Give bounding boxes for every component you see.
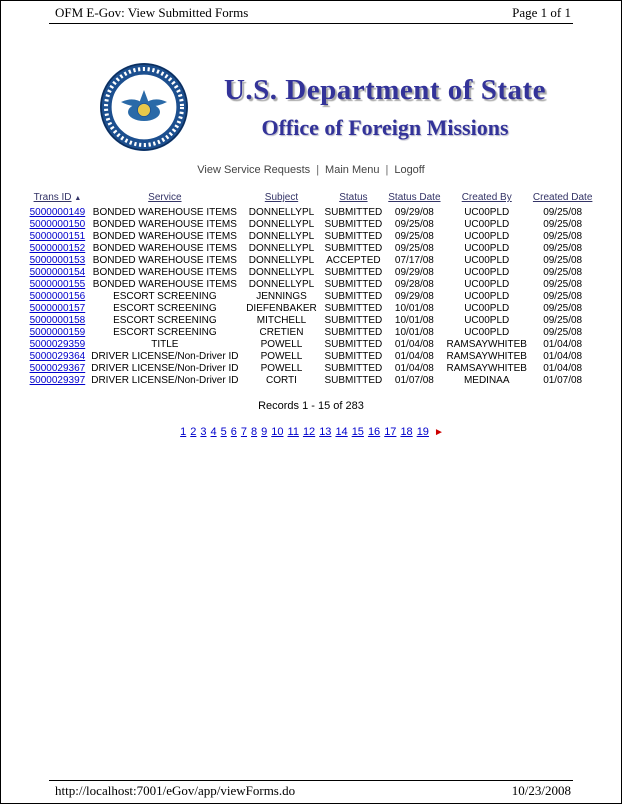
cell-status-date: 09/25/08 [394,230,434,242]
cell-trans-id [27,326,89,338]
cell-status-date: 07/17/08 [394,254,434,266]
cell-status-date: 09/29/08 [394,266,434,278]
cell-service: BONDED WAREHOUSE ITEMS [92,254,237,266]
cell-created-by: UC00PLD [464,242,510,254]
cell-status: SUBMITTED [324,362,383,374]
cell-created-by: UC00PLD [464,266,510,278]
cell-trans-id [27,314,89,326]
cell-service: ESCORT SCREENING [113,302,217,314]
column-header-service[interactable] [88,192,241,206]
column-header-created-date[interactable] [530,192,595,206]
cell-status-date: 10/01/08 [394,326,434,338]
trans-id-link[interactable]: 5000029364 [29,350,86,362]
cell-created-by: UC00PLD [464,302,510,314]
trans-id-link[interactable]: 5000000151 [29,230,86,242]
cell-created-by: UC00PLD [464,278,510,290]
trans-id-link[interactable]: 5000000153 [29,254,86,266]
pagination [1,426,621,438]
cell-trans-id [27,230,89,242]
cell-subject: DONNELLYPL [248,242,315,254]
table-row [27,218,596,230]
cell-status-date: 09/28/08 [394,278,434,290]
forms-table-body [27,206,596,386]
department-of-state-seal-icon [99,62,189,152]
cell-created-by: UC00PLD [464,206,510,218]
trans-id-link[interactable]: 5000029397 [29,374,86,386]
cell-status: ACCEPTED [326,254,381,266]
page-link-10[interactable]: 10 [271,426,284,438]
cell-status-date: 09/29/08 [394,290,434,302]
page-link-3[interactable]: 3 [200,426,207,438]
table-row [27,230,596,242]
cell-created-by: UC00PLD [464,218,510,230]
trans-id-link[interactable]: 5000000159 [29,326,86,338]
sort-link-subject[interactable]: Subject [264,192,299,203]
column-header-subject[interactable] [241,192,321,206]
cell-status: SUBMITTED [324,218,383,230]
cell-created-date: 09/25/08 [543,242,583,254]
print-footer-url: http://localhost:7001/eGov/app/viewForms.do [55,783,296,798]
page-link-6[interactable]: 6 [230,426,237,438]
print-footer-wrap [1,780,621,799]
cell-service: TITLE [151,338,179,350]
table-row [27,362,596,374]
cell-status: SUBMITTED [324,242,383,254]
cell-created-date: 09/25/08 [543,326,583,338]
page-link-1[interactable]: 1 [180,426,187,438]
cell-status: SUBMITTED [324,266,383,278]
print-footer-date: 10/23/2008 [511,783,571,798]
cell-status-date: 09/25/08 [394,218,434,230]
column-header-status[interactable] [321,192,385,206]
cell-subject: POWELL [260,362,303,374]
cell-subject: DONNELLYPL [248,206,315,218]
cell-service: BONDED WAREHOUSE ITEMS [92,266,237,278]
page-link-7[interactable]: 7 [240,426,248,438]
page-link-4[interactable]: 4 [210,426,217,438]
cell-status-date: 01/07/08 [394,374,434,386]
cell-created-by: UC00PLD [464,230,510,242]
table-row [27,266,596,278]
table-row [27,350,596,362]
cell-created-date: 09/25/08 [543,302,583,314]
cell-status: SUBMITTED [324,206,383,218]
table-row [27,326,596,338]
cell-subject: MITCHELL [256,314,307,326]
next-page-icon[interactable]: ► [433,427,444,438]
cell-subject: DONNELLYPL [248,218,315,230]
masthead [1,24,621,152]
cell-created-date: 09/25/08 [543,290,583,302]
cell-created-by: RAMSAYWHITEB [446,362,527,374]
cell-created-by: MEDINAA [463,374,510,386]
cell-trans-id [27,374,89,386]
cell-status: SUBMITTED [324,374,383,386]
cell-subject: CORTI [266,374,297,386]
table-row [27,278,596,290]
print-header-title: OFM E-Gov: View Submitted Forms [55,5,249,20]
trans-id-link[interactable]: 5000000150 [29,218,86,230]
cell-status-date: 09/29/08 [394,206,434,218]
cell-service: BONDED WAREHOUSE ITEMS [92,242,237,254]
forms-table-header-row [27,192,596,206]
cell-created-date: 01/04/08 [543,338,583,350]
print-footer [1,781,621,799]
print-header-page-number: Page 1 of 1 [512,5,571,20]
sort-link-created-by[interactable]: Created By [461,192,512,203]
cell-created-by: RAMSAYWHITEB [446,338,527,350]
cell-status: SUBMITTED [324,230,383,242]
cell-created-date: 09/25/08 [543,314,583,326]
table-row [27,290,596,302]
records-summary: Records 1 - 15 of 283 [258,400,364,412]
nav-view-service-requests[interactable]: View Service Requests [197,164,311,176]
cell-status: SUBMITTED [324,350,383,362]
cell-service: ESCORT SCREENING [113,290,217,302]
trans-id-link[interactable]: 5000000152 [29,242,86,254]
trans-id-link[interactable]: 5000000157 [29,302,86,314]
cell-status-date: 10/01/08 [394,302,434,314]
cell-service: DRIVER LICENSE/Non-Driver ID [91,362,239,374]
cell-subject: DONNELLYPL [248,230,315,242]
sort-link-status-date[interactable]: Status Date [388,192,441,203]
page-link-12[interactable]: 12 [302,426,316,438]
trans-id-link[interactable]: 5000029367 [29,362,86,374]
cell-subject: DONNELLYPL [248,254,315,266]
cell-subject: DONNELLYPL [248,266,315,278]
cell-subject: POWELL [260,350,303,362]
page-link-11[interactable]: 11 [287,426,299,438]
table-row [27,254,596,266]
table-row [27,314,596,326]
table-row [27,338,596,350]
cell-created-date: 09/25/08 [543,206,583,218]
masthead-titles [189,74,581,141]
page-title: U.S. Department of State [223,73,547,106]
cell-trans-id [27,362,89,374]
cell-status-date: 09/25/08 [394,242,434,254]
cell-created-by: UC00PLD [464,254,510,266]
nav-separator: | [316,164,320,176]
table-row [27,374,596,386]
trans-id-link[interactable]: 5000000156 [29,290,86,302]
trans-id-link[interactable]: 5000000149 [29,206,86,218]
cell-status-date: 01/04/08 [394,362,434,374]
cell-subject: CRETIEN [259,326,304,338]
cell-status: SUBMITTED [324,338,383,350]
table-row [27,242,596,254]
table-row [27,206,596,218]
page-link-9[interactable]: 9 [261,426,268,438]
sort-link-status[interactable]: Status [339,192,368,203]
cell-trans-id [27,266,89,278]
cell-trans-id [27,254,89,266]
print-header [1,1,621,23]
cell-status-date: 01/04/08 [394,338,434,350]
cell-created-date: 09/25/08 [543,278,583,290]
cell-status: SUBMITTED [324,278,383,290]
page-link-17[interactable]: 17 [384,426,397,438]
cell-service: ESCORT SCREENING [113,314,217,326]
sort-asc-icon: ▲ [74,195,82,202]
cell-status: SUBMITTED [324,314,383,326]
cell-status-date: 01/04/08 [394,350,434,362]
cell-subject: DIEFENBAKER [246,302,317,314]
page-subtitle: Office of Foreign Missions [261,114,509,140]
trans-id-link[interactable]: 5000000155 [29,278,86,290]
trans-id-link[interactable]: 5000000158 [29,314,86,326]
cell-created-by: RAMSAYWHITEB [446,350,527,362]
column-header-status-date[interactable] [385,192,443,206]
sort-link-created-date[interactable]: Created Date [532,192,593,203]
cell-trans-id [27,278,89,290]
sort-link-service[interactable]: Service [148,192,182,203]
cell-created-date: 09/25/08 [543,218,583,230]
cell-subject: DONNELLYPL [248,278,315,290]
page-link-14[interactable]: 14 [335,426,348,438]
cell-service: BONDED WAREHOUSE ITEMS [92,218,237,230]
nav-bar [1,164,621,176]
trans-id-link[interactable]: 5000029359 [29,338,86,350]
page-link-8[interactable]: 8 [251,426,258,438]
cell-trans-id [27,206,89,218]
cell-status: SUBMITTED [324,302,383,314]
sort-link-trans-id[interactable]: Trans ID [33,192,72,203]
cell-created-date: 01/04/08 [543,362,583,374]
cell-trans-id [27,242,89,254]
cell-created-by: UC00PLD [464,326,510,338]
cell-trans-id [27,302,89,314]
cell-created-date: 09/25/08 [543,254,583,266]
cell-service: ESCORT SCREENING [113,326,217,338]
page-link-2[interactable]: 2 [190,426,197,438]
nav-logoff[interactable]: Logoff [394,164,425,176]
cell-service: DRIVER LICENSE/Non-Driver ID [91,350,239,362]
cell-trans-id [27,218,89,230]
cell-created-by: UC00PLD [464,314,510,326]
cell-trans-id [27,338,89,350]
cell-created-date: 09/25/08 [543,266,583,278]
cell-service: DRIVER LICENSE/Non-Driver ID [91,374,239,386]
column-header-created-by[interactable] [444,192,530,206]
cell-status-date: 10/01/08 [394,314,434,326]
cell-created-date: 09/25/08 [543,230,583,242]
cell-subject: POWELL [260,338,303,350]
submitted-forms-table [27,192,596,386]
page-link-13[interactable]: 13 [319,426,332,438]
page-link-5[interactable]: 5 [220,426,227,438]
page-link-16[interactable]: 16 [367,426,381,438]
cell-trans-id [27,290,89,302]
page-link-19[interactable]: 19 [416,426,429,438]
page-link-15[interactable]: 15 [351,426,364,438]
cell-status: SUBMITTED [324,290,383,302]
nav-main-menu[interactable]: Main Menu [325,164,380,176]
cell-subject: JENNINGS [256,290,307,302]
cell-status: SUBMITTED [324,326,383,338]
cell-service: BONDED WAREHOUSE ITEMS [92,206,237,218]
table-row [27,302,596,314]
cell-created-date: 01/07/08 [543,374,583,386]
cell-trans-id [27,350,89,362]
cell-created-by: UC00PLD [464,290,510,302]
cell-created-date: 01/04/08 [543,350,583,362]
column-header-trans-id[interactable] [27,192,89,206]
nav-separator: | [385,164,389,176]
cell-service: BONDED WAREHOUSE ITEMS [92,230,237,242]
trans-id-link[interactable]: 5000000154 [29,266,86,278]
cell-service: BONDED WAREHOUSE ITEMS [92,278,237,290]
page-link-18[interactable]: 18 [400,426,413,438]
